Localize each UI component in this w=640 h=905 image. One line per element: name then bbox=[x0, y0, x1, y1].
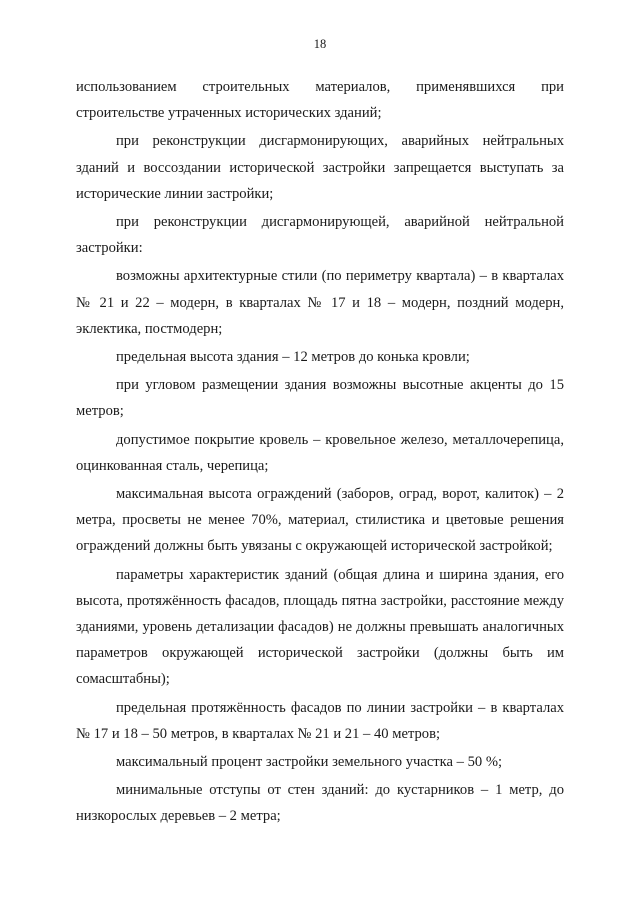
paragraph: возможны архитектурные стили (по периметру квартала) – в кварталах № 21 и 22 – модерн, в кварталах № 17 и 18 – модерн, поздний модерн, эклектика, постмодерн; bbox=[76, 268, 564, 337]
paragraph: допустимое покрытие кровель – кровельное железо, металлочерепица, оцинкованная сталь, черепица; bbox=[76, 431, 564, 474]
page-number: 18 bbox=[313, 37, 327, 51]
paragraph: максимальный процент застройки земельного участка – 50 %; bbox=[116, 754, 503, 771]
paragraph: при реконструкции дисгармонирующей, аварийной нейтральной застройки: bbox=[76, 214, 564, 257]
paragraph: при угловом размещении здания возможны высотные акценты до 15 метров; bbox=[76, 377, 564, 420]
paragraph: предельная протяжённость фасадов по линии застройки – в кварталах № 17 и 18 – 50 метров, в кварталах № 21 и 21 – 40 метров; bbox=[76, 699, 564, 742]
paragraph: при реконструкции дисгармонирующих, аварийных нейтральных зданий и воссоздании исторической застройки запрещается выступать за исторические линии застройки; bbox=[76, 133, 564, 202]
document-body bbox=[76, 74, 564, 832]
paragraph: минимальные отступы от стен зданий: до кустарников – 1 метр, до низкорослых деревьев – 2 метра; bbox=[76, 782, 564, 825]
paragraph-continuation: использованием строительных материалов, применявшихся при строительстве утраченных исторических зданий; bbox=[76, 79, 564, 122]
paragraph: параметры характеристик зданий (общая длина и ширина здания, его высота, протяжённость фасадов, площадь пятна застройки, расстояние между зданиями, уровень детализации фасадов) не должны превышать аналогичных параметров окружающей исторической застройки (должны быть им сомасштабны); bbox=[76, 566, 564, 688]
paragraph: предельная высота здания – 12 метров до конька кровли; bbox=[116, 349, 470, 366]
paragraph: максимальная высота ограждений (заборов, оград, ворот, калиток) – 2 метра, просветы не менее 70%, материал, стилистика и цветовые решения ограждений должны быть увязаны с окружающей исторической застройкой; bbox=[76, 486, 564, 555]
